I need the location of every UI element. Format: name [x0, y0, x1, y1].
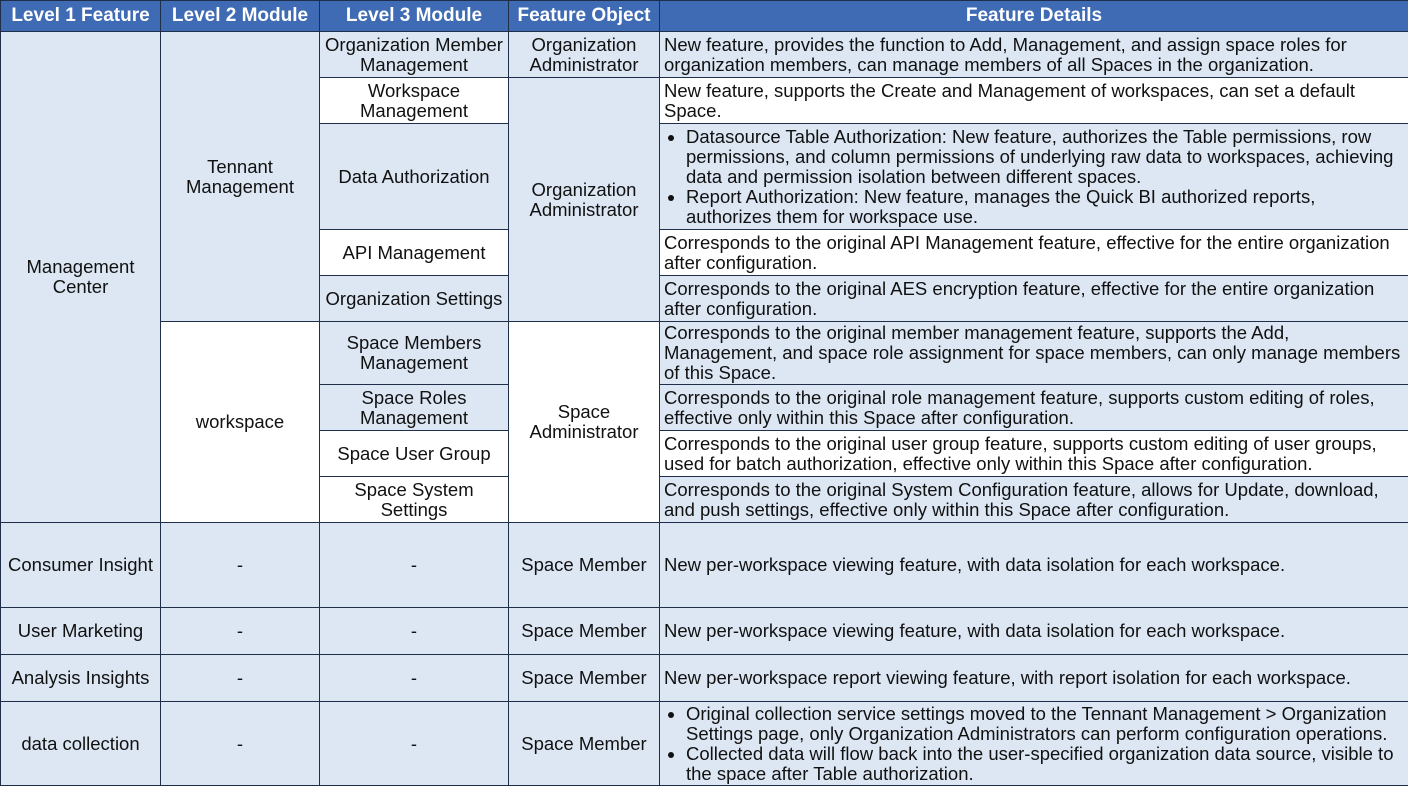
list-item: • Collected data will flow back into the user-specified organization data source, visible to the space after Table authorization. [686, 744, 1404, 784]
table-row [1, 523, 1408, 608]
details-cell [660, 124, 1408, 230]
level3-cell: Workspace Management [320, 78, 509, 124]
level1-cell: User Marketing [1, 608, 161, 655]
details-cell: Corresponds to the original role management feature, supports custom editing of roles, effective only within this Space after configuration. [660, 385, 1408, 431]
table-row [1, 608, 1408, 655]
list-item: • Original collection service settings moved to the Tennant Management > Organization Settings page, only Organization Administrators can perform configuration operations. [686, 704, 1404, 744]
details-cell: New feature, supports the Create and Management of workspaces, can set a default Space. [660, 78, 1408, 124]
header-level3: Level 3 Module [320, 1, 509, 32]
details-cell: Corresponds to the original API Management feature, effective for the entire organization after configuration. [660, 230, 1408, 276]
details-cell: Corresponds to the original member management feature, supports the Add, Management, and space role assignment for space members, can only manage members of this Space. [660, 322, 1408, 385]
object-cell: Organization Administrator [509, 32, 660, 78]
object-cell: Space Member [509, 655, 660, 702]
table-row [1, 702, 1408, 786]
object-cell: Space Member [509, 608, 660, 655]
level3-cell: API Management [320, 230, 509, 276]
bullet-list [664, 127, 1404, 227]
level3-cell: Organization Settings [320, 276, 509, 322]
table-row [1, 322, 1408, 385]
level2-cell: - [161, 523, 320, 608]
level3-cell: - [320, 523, 509, 608]
level1-cell: Consumer Insight [1, 523, 161, 608]
details-cell: Corresponds to the original user group feature, supports custom editing of user groups, used for batch authorization, effective only within this Space after configuration. [660, 431, 1408, 477]
level2-cell: - [161, 655, 320, 702]
level3-cell: Space Roles Management [320, 385, 509, 431]
level1-cell: Management Center [1, 32, 161, 523]
level3-cell: Space User Group [320, 431, 509, 477]
details-cell: New feature, provides the function to Add, Management, and assign space roles for organization members, can manage members of all Spaces in the organization. [660, 32, 1408, 78]
bullet-list [664, 704, 1404, 784]
level3-cell: - [320, 608, 509, 655]
level3-cell: - [320, 655, 509, 702]
header-row [1, 1, 1408, 32]
level2-cell: - [161, 702, 320, 786]
list-item: • Report Authorization: New feature, manages the Quick BI authorized reports, authorizes them for workspace use. [686, 187, 1404, 227]
object-cell: Space Member [509, 523, 660, 608]
list-item: • Datasource Table Authorization: New feature, authorizes the Table permissions, row permissions, and column permissions of underlying raw data to workspaces, achieving data and permission isolation between different spaces. [686, 127, 1404, 187]
table-row [1, 655, 1408, 702]
header-level2: Level 2 Module [161, 1, 320, 32]
level1-cell: Analysis Insights [1, 655, 161, 702]
object-cell: Space Member [509, 702, 660, 786]
details-cell: New per-workspace viewing feature, with data isolation for each workspace. [660, 523, 1408, 608]
details-cell: Corresponds to the original System Configuration feature, allows for Update, download, and push settings, effective only within this Space after configuration. [660, 477, 1408, 523]
level1-cell: data collection [1, 702, 161, 786]
details-cell: Corresponds to the original AES encryption feature, effective for the entire organization after configuration. [660, 276, 1408, 322]
level3-cell: - [320, 702, 509, 786]
level2-cell: Tennant Management [161, 32, 320, 322]
level3-cell: Data Authorization [320, 124, 509, 230]
level3-cell: Space Members Management [320, 322, 509, 385]
level2-cell: workspace [161, 322, 320, 523]
level2-cell: - [161, 608, 320, 655]
level3-cell: Space System Settings [320, 477, 509, 523]
details-cell: New per-workspace report viewing feature, with report isolation for each workspace. [660, 655, 1408, 702]
header-level1: Level 1 Feature [1, 1, 161, 32]
object-cell: Organization Administrator [509, 78, 660, 322]
details-cell: New per-workspace viewing feature, with data isolation for each workspace. [660, 608, 1408, 655]
header-feature-object: Feature Object [509, 1, 660, 32]
object-cell: Space Administrator [509, 322, 660, 523]
level3-cell: Organization Member Management [320, 32, 509, 78]
table-row [1, 32, 1408, 78]
details-cell [660, 702, 1408, 786]
header-feature-details: Feature Details [660, 1, 1408, 32]
